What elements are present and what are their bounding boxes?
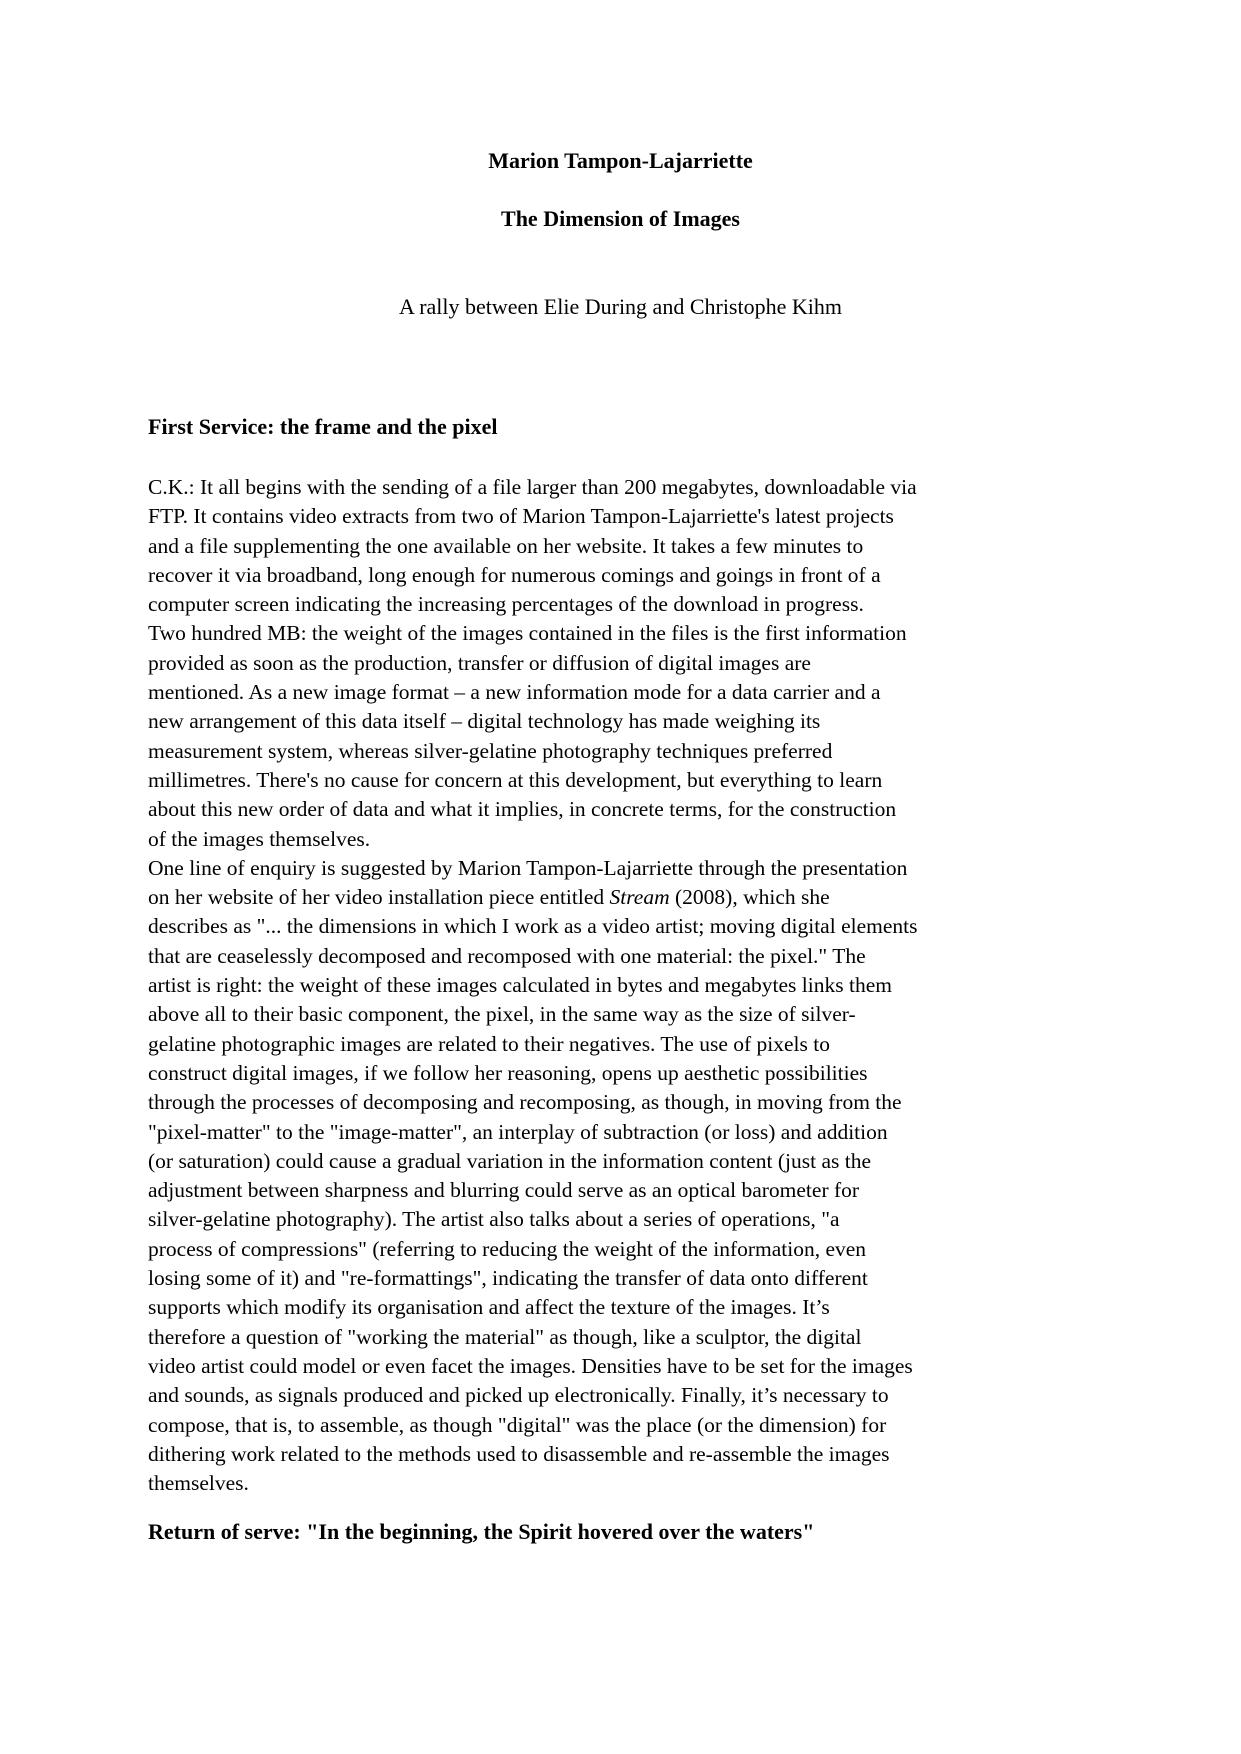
text-line: video artist could model or even facet the images. Densities have to be set for the images: [148, 1353, 913, 1378]
italic-work-title: Stream: [609, 885, 670, 910]
text-line: Two hundred MB: the weight of the images contained in the files is the first information: [148, 621, 907, 646]
text-line: of the images themselves.: [148, 826, 371, 851]
text-line: C.K.: It all begins with the sending of a file larger than 200 megabytes, downloadable via: [148, 475, 917, 499]
text-line: (or saturation) could cause a gradual variation in the information content (just as the: [148, 1148, 872, 1173]
document-title: The Dimension of Images: [501, 206, 740, 231]
text-line: and sounds, as signals produced and picked up electronically. Finally, it’s necessary to: [148, 1383, 889, 1408]
text-line: losing some of it) and "re-formattings", indicating the transfer of data onto different: [148, 1266, 868, 1291]
text-line: millimetres. There's no cause for concern at this development, but everything to learn: [148, 767, 883, 792]
text-line: mentioned. As a new image format – a new information mode for a data carrier and a: [148, 680, 881, 705]
text-line: process of compressions" (referring to reducing the weight of the information, even: [148, 1236, 867, 1261]
text-line: themselves.: [148, 1471, 249, 1496]
text-line: One line of enquiry is suggested by Marion Tampon-Lajarriette through the presentation: [148, 855, 908, 880]
section-heading-return-of-serve: Return of serve: "In the beginning, the Spirit hovered over the waters": [148, 1519, 815, 1544]
text-line: above all to their basic component, the pixel, in the same way as the size of silver-: [148, 1002, 856, 1027]
text-line: that are ceaselessly decomposed and recomposed with one material: the pixel." The: [148, 943, 866, 968]
byline: A rally between Elie During and Christophe Kihm: [399, 294, 842, 319]
text-segment: on her website of her video installation piece entitled: [148, 885, 610, 910]
text-line: gelatine photographic images are related to their negatives. The use of pixels to: [148, 1031, 830, 1056]
section-heading-first-service: First Service: the frame and the pixel: [148, 414, 498, 439]
author-title: Marion Tampon-Lajarriette: [488, 148, 753, 173]
text-line: artist is right: the weight of these images calculated in bytes and megabytes links them: [148, 973, 892, 998]
text-line: compose, that is, to assemble, as though "digital" was the place (or the dimension) for: [148, 1412, 887, 1437]
text-line: through the processes of decomposing and recomposing, as though, in moving from the: [148, 1090, 902, 1115]
text-line: therefore a question of "working the material" as though, like a sculptor, the digital: [148, 1324, 862, 1349]
text-line: about this new order of data and what it implies, in concrete terms, for the construction: [148, 797, 897, 822]
text-line: silver-gelatine photography). The artist also talks about a series of operations, "a: [148, 1207, 840, 1232]
text-line: adjustment between sharpness and blurring could serve as an optical barometer for: [148, 1178, 860, 1203]
text-line: supports which modify its organisation and affect the texture of the images. It’s: [148, 1295, 830, 1320]
text-line: provided as soon as the production, transfer or diffusion of digital images are: [148, 650, 811, 675]
text-line: recover it via broadband, long enough for numerous comings and goings in front of a: [148, 562, 881, 587]
text-line: "pixel-matter" to the "image-matter", an interplay of subtraction (or loss) and addition: [148, 1119, 888, 1144]
text-line: computer screen indicating the increasing percentages of the download in progress.: [148, 592, 864, 617]
text-line: and a file supplementing the one available on her website. It takes a few minutes to: [148, 533, 864, 558]
text-line: FTP. It contains video extracts from two of Marion Tampon-Lajarriette's latest projects: [148, 504, 894, 529]
text-line-with-italic-title: [148, 883, 1108, 912]
text-segment: (2008), which she: [669, 885, 830, 910]
text-line: dithering work related to the methods used to disassemble and re-assemble the images: [148, 1441, 890, 1466]
text-line: measurement system, whereas silver-gelatine photography techniques preferred: [148, 738, 833, 763]
text-line: new arrangement of this data itself – digital technology has made weighing its: [148, 709, 821, 734]
text-line: describes as "... the dimensions in which I work as a video artist; moving digital elements: [148, 914, 918, 939]
text-line: construct digital images, if we follow her reasoning, opens up aesthetic possibilities: [148, 1060, 868, 1085]
body-text: [148, 473, 1108, 1498]
